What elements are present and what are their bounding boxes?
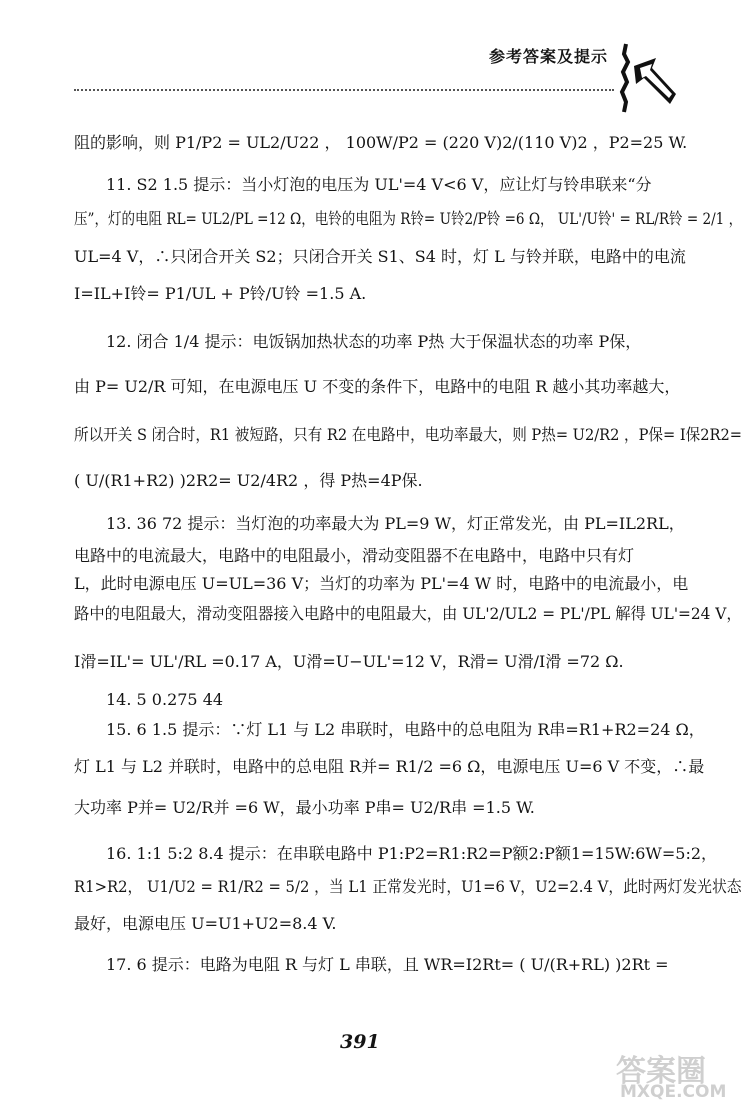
answer-line: 由 P= U2/R 可知，在电源电压 U 不变的条件下，电路中的电阻 R 越小其功率越大，: [74, 377, 681, 396]
answer-line: 16. 1:1 5:2 8.4 提示：在串联电路中 P1:P2=R1:R2=P额2:P额1=15W:6W=5:2，: [106, 844, 718, 863]
answer-line: 阻的影响，则 P1/P2 = UL2/U22 ， 100W/P2 = (220 V)2/(110 V)2 ，P2=25 W.: [74, 133, 688, 152]
answer-line: 12. 闭合 1/4 提示：电饭锅加热状态的功率 P热 大于保温状态的功率 P保，: [106, 332, 642, 351]
answer-line: UL=4 V，∴只闭合开关 S2；只闭合开关 S1、S4 时，灯 L 与铃并联，电路中的电流: [74, 247, 686, 266]
answer-line: ( U/(R1+R2) )2R2= U2/4R2 ，得 P热=4P保.: [74, 471, 423, 490]
answer-line: R1>R2， U1/U2 = R1/R2 = 5/2 ，当 L1 正常发光时，U1=6 V，U2=2.4 V，此时两灯发光状态: [74, 877, 742, 896]
watermark-logo: 答案圈: [616, 1054, 706, 1089]
answer-line: I滑=IL'= UL'/RL =0.17 A，U滑=U−UL'=12 V，R滑= U滑/I滑 =72 Ω.: [74, 652, 624, 671]
answer-line: 13. 36 72 提示：当灯泡的功率最大为 PL=9 W，灯正常发光，由 PL=IL2RL，: [106, 514, 685, 533]
answer-line: 压”，灯的电阻 RL= UL2/PL =12 Ω，电铃的电阻为 R铃= U铃2/P铃 =6 Ω， UL'/U铃' = RL/R铃 = 2/1 ，: [74, 209, 743, 228]
page-number: 391: [340, 1031, 380, 1053]
answer-line: 大功率 P并= U2/R并 =6 W，最小功率 P串= U2/R串 =1.5 W.: [74, 798, 535, 817]
answer-line: 17. 6 提示：电路为电阻 R 与灯 L 串联，且 WR=I2Rt= ( U/(R+RL) )2Rt =: [106, 955, 669, 974]
answer-line: 最好，电源电压 U=U1+U2=8.4 V.: [74, 914, 337, 933]
arrow-icon: [612, 40, 692, 120]
answer-line: 14. 5 0.275 44: [106, 690, 224, 709]
watermark-site: MXQE.COM: [620, 1082, 727, 1102]
answer-line: 15. 6 1.5 提示：∵灯 L1 与 L2 串联时，电路中的总电阻为 R串=R1+R2=24 Ω，: [106, 720, 705, 739]
answer-line: 路中的电阻最大，滑动变阻器接入电路中的电阻最大，由 UL'2/UL2 = PL'/PL 解得 UL'=24 V，: [74, 604, 742, 623]
answer-line: 11. S2 1.5 提示：当小灯泡的电压为 UL'=4 V<6 V，应让灯与铃串联来“分: [106, 175, 652, 194]
answer-line: L，此时电源电压 U=UL=36 V；当灯的功率为 PL'=4 W 时，电路中的电流最小，电: [74, 574, 689, 593]
header-divider: [74, 89, 614, 91]
answer-line: 所以开关 S 闭合时，R1 被短路，只有 R2 在电路中，电功率最大，则 P热= U2/R2 ，P保= I保2R2=: [74, 425, 742, 444]
answer-line: 灯 L1 与 L2 并联时，电路中的总电阻 R并= R1/2 =6 Ω，电源电压 U=6 V 不变，∴最: [74, 757, 705, 776]
answer-line: 电路中的电流最大，电路中的电阻最小，滑动变阻器不在电路中，电路中只有灯: [74, 546, 635, 565]
header-title: 参考答案及提示: [489, 47, 609, 66]
answer-line: I=IL+I铃= P1/UL + P铃/U铃 =1.5 A.: [74, 284, 367, 303]
